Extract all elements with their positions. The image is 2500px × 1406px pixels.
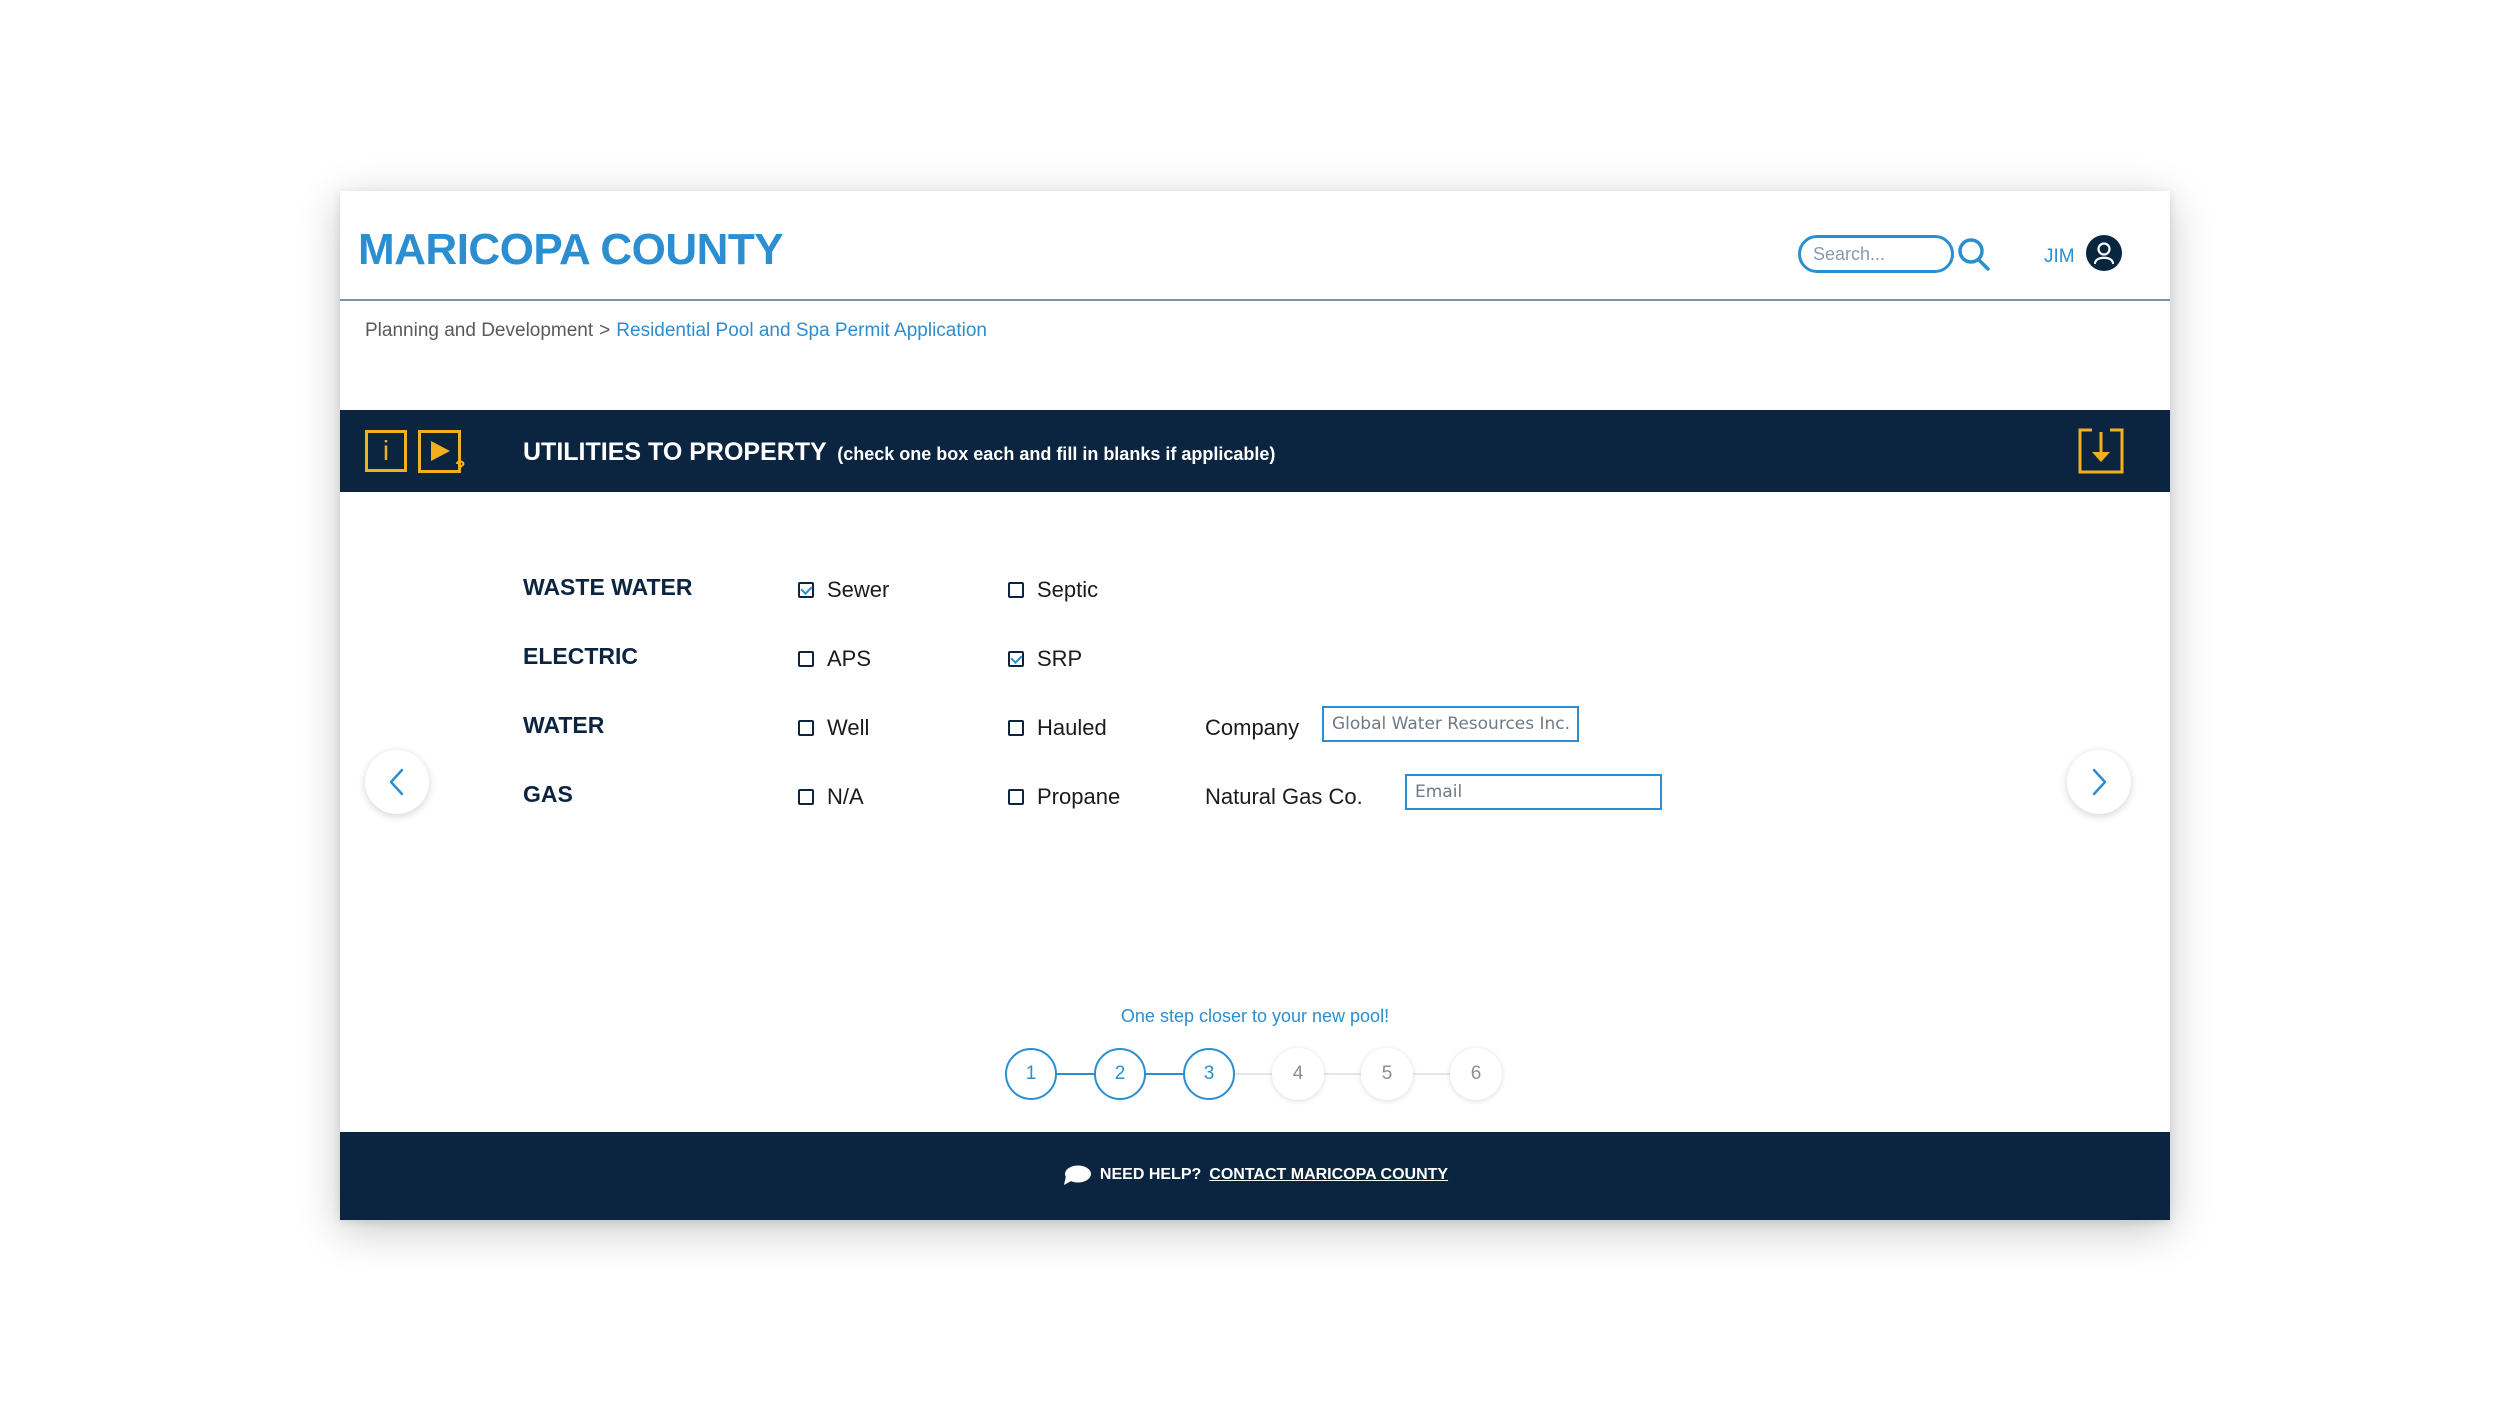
search-icon[interactable] <box>1956 235 1992 273</box>
step-2[interactable]: 2 <box>1094 1048 1146 1100</box>
step-3[interactable]: 3 <box>1183 1048 1235 1100</box>
option-sewer[interactable] <box>798 577 889 603</box>
section-title <box>523 438 1275 467</box>
step-5[interactable]: 5 <box>1361 1048 1413 1100</box>
breadcrumb-current[interactable]: Residential Pool and Spa Permit Application <box>616 320 988 341</box>
checkbox-propane[interactable] <box>1008 789 1024 805</box>
option-label: N/A <box>827 784 864 809</box>
option-label: SRP <box>1037 646 1083 671</box>
next-button[interactable] <box>2067 750 2131 814</box>
checkbox-hauled[interactable] <box>1008 720 1024 736</box>
company-label: Company <box>1205 715 1300 740</box>
water-company-input[interactable] <box>1322 706 1579 742</box>
section-subtitle: (check one box each and fill in blanks if applicable) <box>837 444 1276 464</box>
footer-help <box>340 1164 2170 1186</box>
checkbox-septic[interactable] <box>1008 582 1024 598</box>
app-window <box>340 191 2170 1220</box>
user-name[interactable]: JIM <box>2044 246 2075 267</box>
breadcrumb-separator: > <box>599 320 611 341</box>
download-icon <box>2078 428 2124 474</box>
row-label-waste-water: WASTE WATER <box>523 574 693 600</box>
option-label: Septic <box>1037 577 1099 602</box>
breadcrumb <box>365 320 987 342</box>
step-connector <box>1235 1073 1272 1075</box>
natural-gas-label: Natural Gas Co. <box>1205 784 1363 809</box>
user-icon <box>2086 235 2122 271</box>
natural-gas-email-input[interactable] <box>1405 774 1662 810</box>
video-help-mark: ? <box>455 457 466 476</box>
option-hauled[interactable] <box>1008 715 1107 741</box>
option-propane[interactable] <box>1008 784 1120 810</box>
step-4[interactable]: 4 <box>1272 1048 1324 1100</box>
info-button[interactable]: i <box>365 430 407 472</box>
row-label-electric: ELECTRIC <box>523 643 638 669</box>
option-srp[interactable] <box>1008 646 1082 672</box>
option-septic[interactable] <box>1008 577 1098 603</box>
row-label-water: WATER <box>523 712 605 738</box>
row-label-gas: GAS <box>523 781 573 807</box>
logo[interactable]: MARICOPA COUNTY <box>358 225 784 274</box>
option-label: Hauled <box>1037 715 1107 740</box>
need-help-text: NEED HELP? <box>1099 1166 1202 1183</box>
footer <box>340 1132 2170 1220</box>
breadcrumb-parent[interactable]: Planning and Development <box>365 320 594 341</box>
previous-button[interactable] <box>365 750 429 814</box>
option-label: Sewer <box>827 577 890 602</box>
step-1[interactable]: 1 <box>1005 1048 1057 1100</box>
step-6[interactable]: 6 <box>1450 1048 1502 1100</box>
chevron-left-icon <box>385 766 409 798</box>
option-label: APS <box>827 646 872 671</box>
step-connector <box>1146 1073 1183 1075</box>
chevron-right-icon <box>2087 766 2111 798</box>
option-aps[interactable] <box>798 646 871 672</box>
step-connector <box>1057 1073 1094 1075</box>
checkbox-well[interactable] <box>798 720 814 736</box>
step-connector <box>1324 1073 1361 1075</box>
option-label: Well <box>827 715 870 740</box>
avatar[interactable] <box>2086 235 2122 271</box>
checkbox-aps[interactable] <box>798 651 814 667</box>
option-label: Propane <box>1037 784 1121 809</box>
search-input[interactable] <box>1798 235 1954 273</box>
option-na[interactable] <box>798 784 864 810</box>
section-header <box>340 410 2170 492</box>
option-well[interactable] <box>798 715 869 741</box>
video-help-button[interactable] <box>418 430 466 478</box>
progress-message: One step closer to your new pool! <box>1120 1006 1390 1026</box>
header <box>340 191 2170 301</box>
contact-link[interactable]: CONTACT MARICOPA COUNTY <box>1209 1166 1449 1183</box>
checkbox-srp[interactable] <box>1008 651 1024 667</box>
checkbox-na[interactable] <box>798 789 814 805</box>
chat-icon <box>1062 1164 1092 1186</box>
download-button[interactable] <box>2078 428 2124 474</box>
section-title-text: UTILITIES TO PROPERTY <box>523 438 827 466</box>
checkbox-sewer[interactable] <box>798 582 814 598</box>
step-connector <box>1413 1073 1450 1075</box>
